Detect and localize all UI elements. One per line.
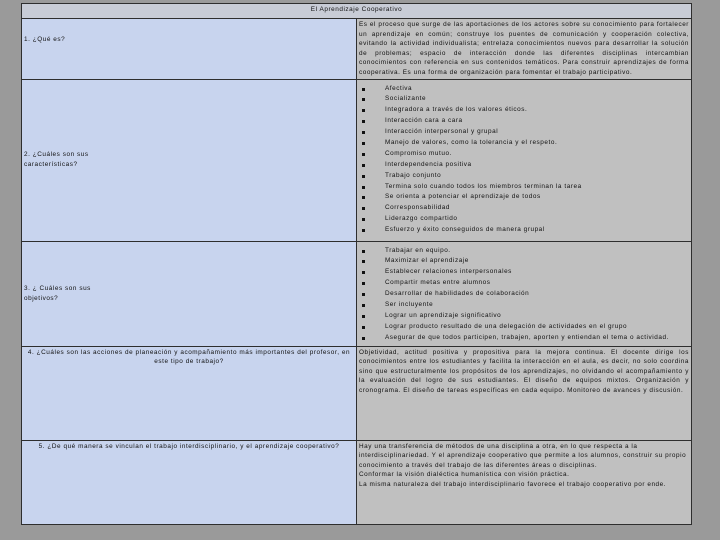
list-item: Lograr producto resultado de una delegación de actividades en el grupo — [359, 322, 689, 333]
list-item: Afectiva — [359, 84, 689, 95]
list-item: Maximizar el aprendizaje — [359, 256, 689, 267]
answer-cell — [357, 440, 692, 524]
list-item: Socializante — [359, 94, 689, 105]
question-text: 4. ¿Cuáles son las acciones de planeación y acompañamiento más importantes del profesor, en este tipo de trabajo? — [27, 348, 351, 366]
list-item: Integradora a través de los valores éticos. — [359, 105, 689, 116]
list-item: Ser incluyente — [359, 300, 689, 311]
list-item: Lograr un aprendizaje significativo — [359, 311, 689, 322]
title-row — [22, 4, 692, 19]
answer-cell — [357, 79, 692, 241]
list-item: Asegurar de que todos participen, trabajen, aporten y entiendan el tema o actividad. — [359, 333, 689, 344]
answer-paragraph: La misma naturaleza del trabajo interdisciplinario favorece el trabajo cooperativo por ende. — [359, 480, 667, 488]
answer-paragraph: Conformar la visión dialéctica humanística con visión práctica. — [359, 471, 570, 479]
answer-cell: Objetividad, actitud positiva y propositiva para la mejora continua. El docente dirige los conocimientos entre los estudiantes y facilita la interacción en el aula, es decir, no solo coordina sino que estructuralmente los propósitos de los aprendizajes, no olvidando el acompañamiento y la evaluación del logro de sus estudiantes. El diseño de equipos mixtos. Organización y cronograma. El diseño de tareas específicas en cada equipo. Monitoreo de avances y discusión. — [357, 346, 692, 440]
question-cell: 1. ¿Qué es? — [22, 19, 357, 80]
list-item: Manejo de valores, como la tolerancia y el respeto. — [359, 138, 689, 149]
cooperative-learning-table — [21, 3, 692, 525]
list-item: Interdependencia positiva — [359, 160, 689, 171]
question-cell — [22, 241, 357, 346]
list-item: Corresponsabilidad — [359, 203, 689, 214]
list-item: Establecer relaciones interpersonales — [359, 267, 689, 278]
answer-cell — [357, 241, 692, 346]
list-item: Trabajo conjunto — [359, 171, 689, 182]
list-item: Desarrollar de habilidades de colaboración — [359, 289, 689, 300]
question-cell — [22, 79, 357, 241]
list-item: Interacción cara a cara — [359, 116, 689, 127]
objectives-list — [359, 246, 689, 344]
table-row — [22, 19, 692, 80]
question-text: 3. ¿ Cuáles son sus objetivos? — [24, 284, 91, 302]
list-item: Liderazgo compartido — [359, 214, 689, 225]
characteristics-list — [359, 84, 689, 236]
table-row — [22, 79, 692, 241]
list-item: Termina solo cuando todos los miembros terminan la tarea — [359, 182, 689, 193]
question-text: 5. ¿De qué manera se vinculan el trabajo interdisciplinario, y el aprendizaje cooperativo? — [38, 442, 340, 450]
list-item: Compromiso mutuo. — [359, 149, 689, 160]
question-cell — [22, 346, 357, 440]
question-text: 2. ¿Cuáles son sus características? — [24, 151, 89, 169]
answer-paragraph: Hay una transferencia de métodos de una disciplina a otra, en lo que respecta a la interdisciplinariedad. Y el aprendizaje cooperativo que permite a los alumnos, construir su propio conocimiento a través del trabajo de las diferentes áreas o disciplinas. — [359, 442, 687, 469]
table-row — [22, 241, 692, 346]
table-row — [22, 440, 692, 524]
question-cell — [22, 440, 357, 524]
list-item: Interacción interpersonal y grupal — [359, 127, 689, 138]
table-row — [22, 346, 692, 440]
answer-cell: Es el proceso que surge de las aportaciones de los actores sobre su conocimiento para fortalecer un aprendizaje en común; construye los puentes de comunicación y cooperación colectiva, evitando la actividad individualista; entrelaza conocimientos nuevos para desarrollar la solución de problemas; espacio de interacción donde las diferentes disciplinas intercambian conocimientos con referencia en sus contenidos temáticos. Para construir aprendizajes de forma cooperativa. Es una forma de organización para fomentar el trabajo participativo. — [357, 19, 692, 80]
table-title: El Aprendizaje Cooperativo — [22, 4, 692, 19]
list-item: Compartir metas entre alumnos — [359, 278, 689, 289]
list-item: Esfuerzo y éxito conseguidos de manera grupal — [359, 225, 689, 236]
list-item: Se orienta a potenciar el aprendizaje de todos — [359, 192, 689, 203]
content-table — [21, 3, 692, 525]
list-item: Trabajar en equipo. — [359, 246, 689, 257]
